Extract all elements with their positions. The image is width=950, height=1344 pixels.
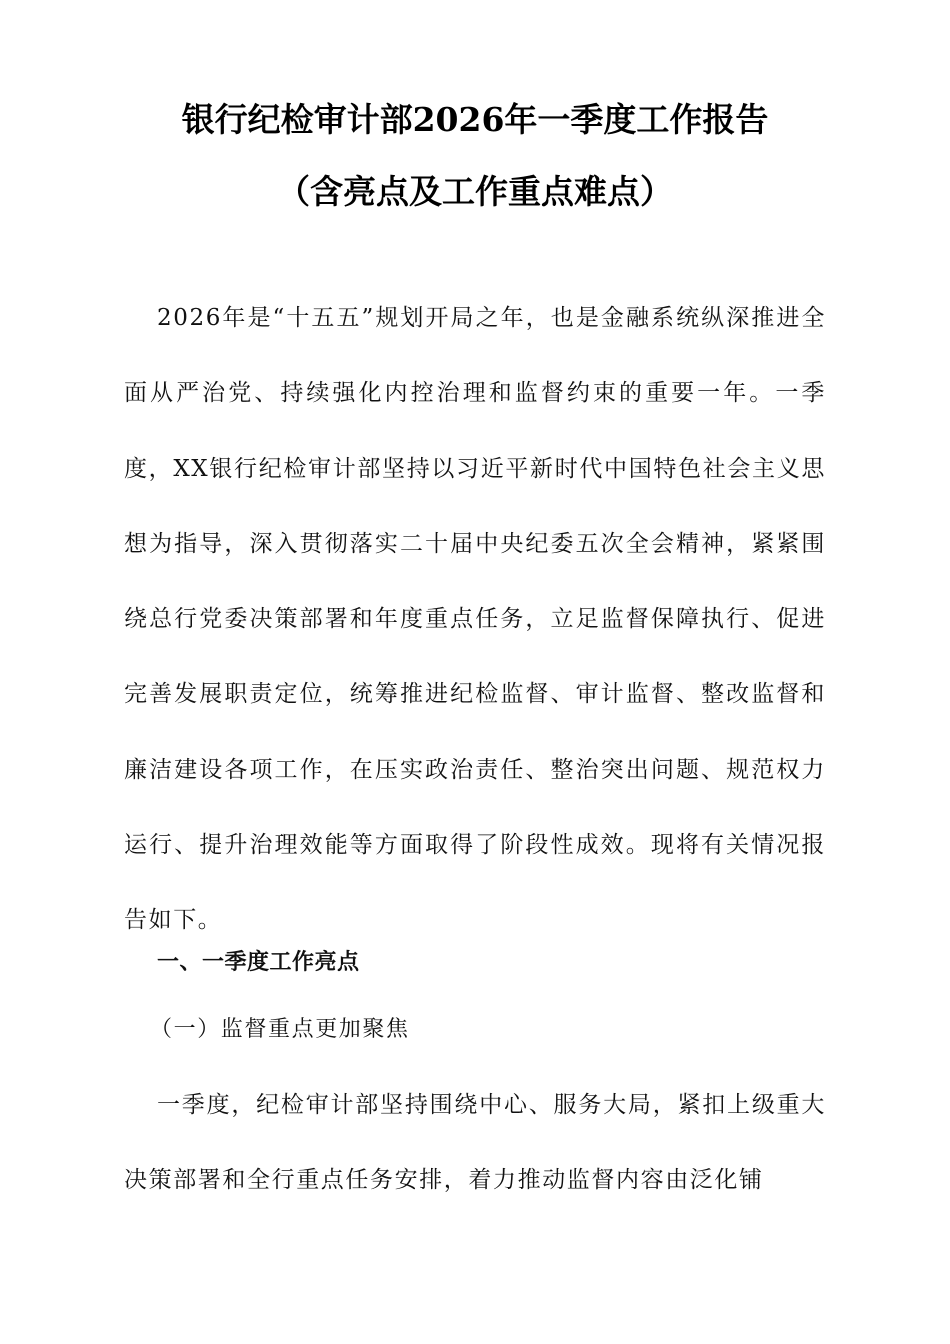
document-title: 银行纪检审计部2026年一季度工作报告 — [181, 100, 769, 139]
intro-section — [124, 281, 826, 959]
subsection-heading: （一）监督重点更加聚焦 — [150, 1017, 410, 1042]
subsection-paragraph: 一季度，纪检审计部坚持围绕中心、服务大局，紧扣上级重大决策部署和全行重点任务安排，着力推动监督内容由泛化铺 — [124, 1092, 826, 1194]
section-heading: 一、一季度工作亮点 — [157, 950, 360, 975]
document-subtitle: （含亮点及工作重点难点） — [277, 172, 673, 211]
subsection-body — [124, 1068, 826, 1219]
intro-paragraph: 2026年是“十五五”规划开局之年，也是金融系统纵深推进全面从严治党、持续强化内控治理和监督约束的重要一年。一季度，XX银行纪检审计部坚持以习近平新时代中国特色社会主义思想为指导，深入贯彻落实二十届中央纪委五次全会精神，紧紧围绕总行党委决策部署和年度重点任务，立足监督保障执行、促进完善发展职责定位，统筹推进纪检监督、审计监督、整改监督和廉洁建设各项工作，在压实政治责任、整治突出问题、规范权力运行、提升治理效能等方面取得了阶段性成效。现将有关情况报告如下。 — [124, 305, 826, 934]
